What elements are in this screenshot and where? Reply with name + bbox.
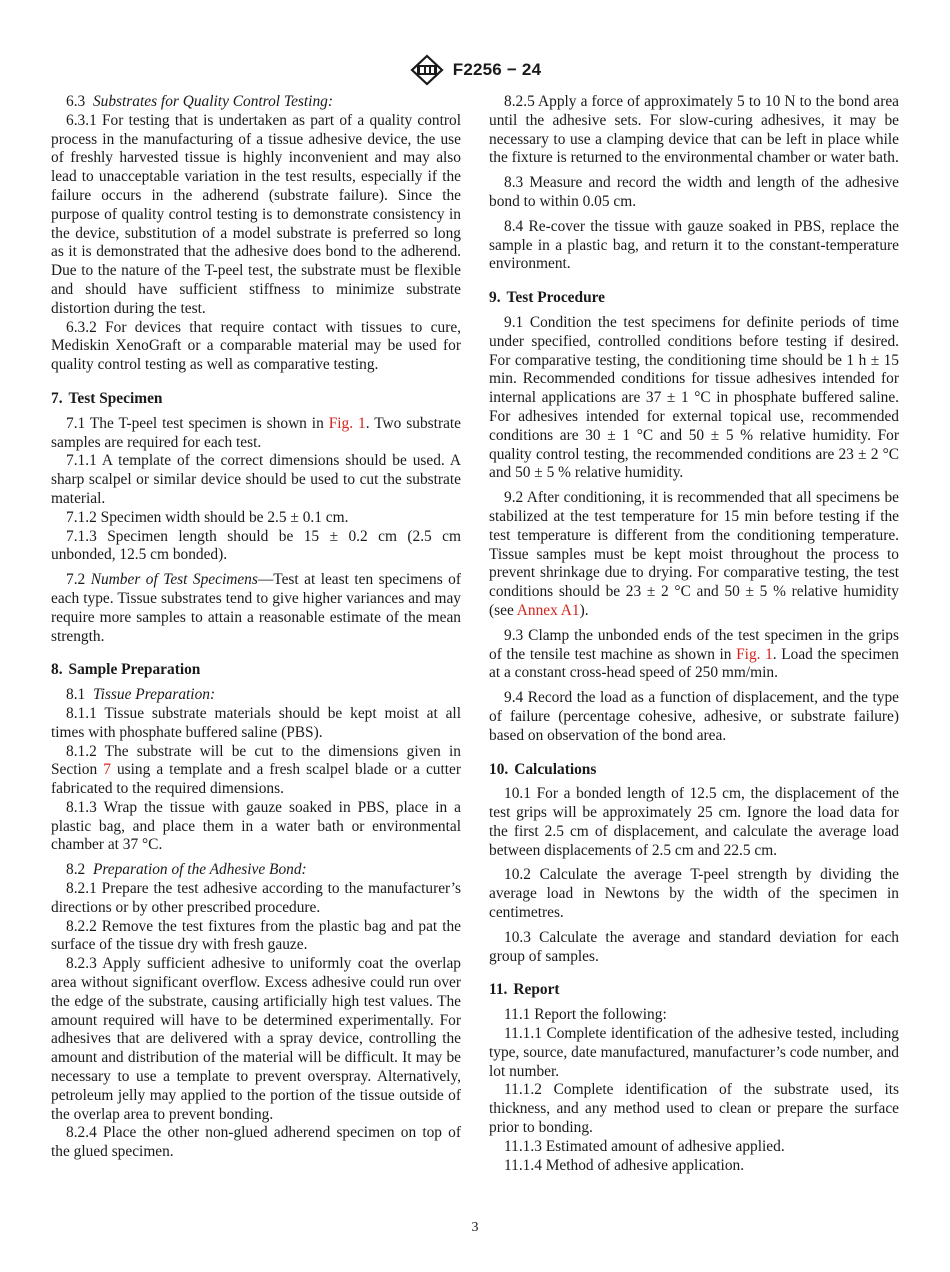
paragraph-9-1: 9.1 Condition the test specimens for definite periods of time under specified, controlled conditions before testing if desired. For comparative testing, the conditioning time should be 1 h ± 15 min. Recommended conditions for tissue adhesives intended for internal applications are 37 ± 1 °C in phosphate buffered saline. For adhesives intended for external topical use, recommended conditions are 30 ± 1 °C and 50 ± 5 % relative humidity. For quality control testing, the recommended conditions are 23 ± 2 °C and 50 ± 5 % relative humidity. — [489, 313, 899, 482]
paragraph-11-1-1: 11.1.1 Complete identification of the adhesive tested, including type, source, date manufactured, manufacturer’s code number, and lot number. — [489, 1025, 899, 1080]
section-10-heading: 10. Calculations — [489, 760, 597, 778]
paragraph-9-2: 9.2 After conditioning, it is recommended that all specimens be stabilized at the test temperature for 15 min before testing if the test temperature is different from the conditioning temperature. Tissue samples must be kept moist throughout the process to prevent shrinkage due to drying. For comparative testing, the test conditions should be 23 ± 2 °C and 50 ± 5 % relative humidity (see Annex A1). — [489, 489, 899, 619]
section-8-heading: 8. Sample Preparation — [51, 661, 201, 679]
paragraph-6-3-1: 6.3.1 For testing that is undertaken as part of a quality control process in the manufacturing of a tissue adhesive device, the use of freshly harvested tissue is highly inconvenient and may also lead to unacceptable variation in the test results, especially if the failure occurs in the adherend (substrate failure). Since the purpose of quality control testing is to demonstrate consistency in the device, substitution of a model substrate is preferred so long as it is demonstrated that the adhesive does bond to the adherend. Due to the nature of the T-peel test, the substrate must be flexible and should have sufficient stiffness to minimize substrate distortion during the test. — [51, 111, 461, 317]
right-column — [489, 93, 899, 1175]
left-column — [51, 93, 461, 1162]
paragraph-8-2-1: 8.2.1 Prepare the test adhesive according to the manufacturer’s directions or by other prescribed procedure. — [51, 880, 461, 916]
paragraph-7-2: 7.2 Number of Test Specimens—Test at least ten specimens of each type. Tissue substrates tend to give higher variances and may require more samples to attain a reasonable estimate of the mean strength. — [51, 571, 461, 645]
paragraph-7-1-3: 7.1.3 Specimen length should be 15 ± 0.2 cm (2.5 cm unbonded, 12.5 cm bonded). — [51, 527, 461, 564]
paragraph-8-4: 8.4 Re-cover the tissue with gauze soaked in PBS, replace the sample in a plastic bag, and return it to the constant-temperature environment. — [489, 217, 899, 273]
paragraph-10-1: 10.1 For a bonded length of 12.5 cm, the displacement of the test grips will be approximately 25 cm. Ignore the load data for the first 2.5 cm of displacement, and calculate the average load between displacements of 2.5 cm and 22.5 cm. — [489, 785, 899, 859]
paragraph-8-2-3: 8.2.3 Apply sufficient adhesive to uniformly coat the overlap area without significant overflow. Excess adhesive could run over the edge of the substrate, causing artificially high test values. The amount required will have to be determined experimentally. For adhesives that are delivered with a spray device, controlling the amount and distribution of the material will be difficult. It may be necessary to use a template to prevent overspray. Alternatively, petroleum jelly may applied to the portion of the tissue outside of the overlap area to prevent bonding. — [51, 955, 461, 1123]
page-header — [0, 54, 950, 86]
paragraph-8-1: 8.1 Tissue Preparation: — [66, 686, 216, 704]
paragraph-8-3: 8.3 Measure and record the width and length of the adhesive bond to within 0.05 cm. — [489, 174, 899, 210]
section-11-heading: 11. Report — [489, 981, 560, 999]
fig-1-link[interactable]: Fig. 1 — [736, 645, 773, 663]
paragraph-11-1-3: 11.1.3 Estimated amount of adhesive applied. — [504, 1137, 785, 1155]
paragraph-6-3-2: 6.3.2 For devices that require contact with tissues to cure, Mediskin XenoGraft or a comparable material may be used for quality control testing as well as comparative testing. — [51, 318, 461, 374]
paragraph-8-2-4: 8.2.4 Place the other non-glued adherend specimen on top of the glued specimen. — [51, 1124, 461, 1161]
paragraph-7-1-2: 7.1.2 Specimen width should be 2.5 ± 0.1 cm. — [66, 508, 349, 526]
annex-a1-link[interactable]: Annex A1 — [516, 601, 580, 619]
paragraph-10-3: 10.3 Calculate the average and standard deviation for each group of samples. — [489, 928, 899, 965]
paragraph-9-3: 9.3 Clamp the unbonded ends of the test specimen in the grips of the tensile test machine as shown in Fig. 1. Load the specimen at a constant cross-head speed of 250 mm/min. — [489, 626, 899, 682]
paragraph-11-1: 11.1 Report the following: — [504, 1006, 667, 1024]
paragraph-8-1-3: 8.1.3 Wrap the tissue with gauze soaked in PBS, place in a plastic bag, and place them in a water bath or environmental chamber at 37 °C. — [51, 798, 461, 854]
paragraph-9-4: 9.4 Record the load as a function of displacement, and the type of failure (percentage cohesive, adhesive, or substrate failure) based on observation of the bond area. — [489, 689, 899, 744]
paragraph-10-2: 10.2 Calculate the average T-peel strength by dividing the average load in Newtons by the width of the specimen in centimetres. — [489, 866, 899, 922]
paragraph-8-1-1: 8.1.1 Tissue substrate materials should be kept moist at all times with phosphate buffered saline (PBS). — [51, 704, 461, 741]
fig-1-link[interactable]: Fig. 1 — [328, 414, 366, 432]
paragraph-8-2-2: 8.2.2 Remove the test fixtures from the plastic bag and pat the surface of the tissue dry with fresh gauze. — [51, 917, 461, 954]
paragraph-11-1-2: 11.1.2 Complete identification of the substrate used, its thickness, and any method used to clean or prepare the surface prior to bonding. — [489, 1081, 899, 1137]
paragraph-7-1-1: 7.1.1 A template of the correct dimensions should be used. A sharp scalpel or similar device should be used to cut the substrate material. — [51, 452, 461, 507]
section-7-heading: 7. Test Specimen — [51, 389, 163, 407]
section-9-heading: 9. Test Procedure — [489, 289, 606, 307]
astm-logo-icon — [409, 54, 445, 86]
paragraph-8-1-2: 8.1.2 The substrate will be cut to the dimensions given in Section 7 using a template and a fresh scalpel blade or a cutter fabricated to the required dimensions. — [51, 742, 461, 798]
paragraph-11-1-4: 11.1.4 Method of adhesive application. — [504, 1156, 745, 1174]
paragraph-8-2-5: 8.2.5 Apply a force of approximately 5 to 10 N to the bond area until the adhesive sets. For slow-curing adhesives, it may be necessary to use a clamping device that can be left in place while the fixture is returned to the environmental chamber or water bath. — [489, 93, 899, 167]
paragraph-8-2: 8.2 Preparation of the Adhesive Bond: — [66, 861, 307, 879]
section-7-link[interactable]: 7 — [103, 761, 111, 779]
document-designation: F2256 − 24 — [452, 60, 542, 79]
paragraph-7-1: 7.1 The T-peel test specimen is shown in Fig. 1. Two substrate samples are required for each test. — [51, 414, 462, 451]
page-number: 3 — [471, 1220, 479, 1235]
section-6-3-heading: 6.3 Substrates for Quality Control Testing: — [66, 93, 333, 110]
